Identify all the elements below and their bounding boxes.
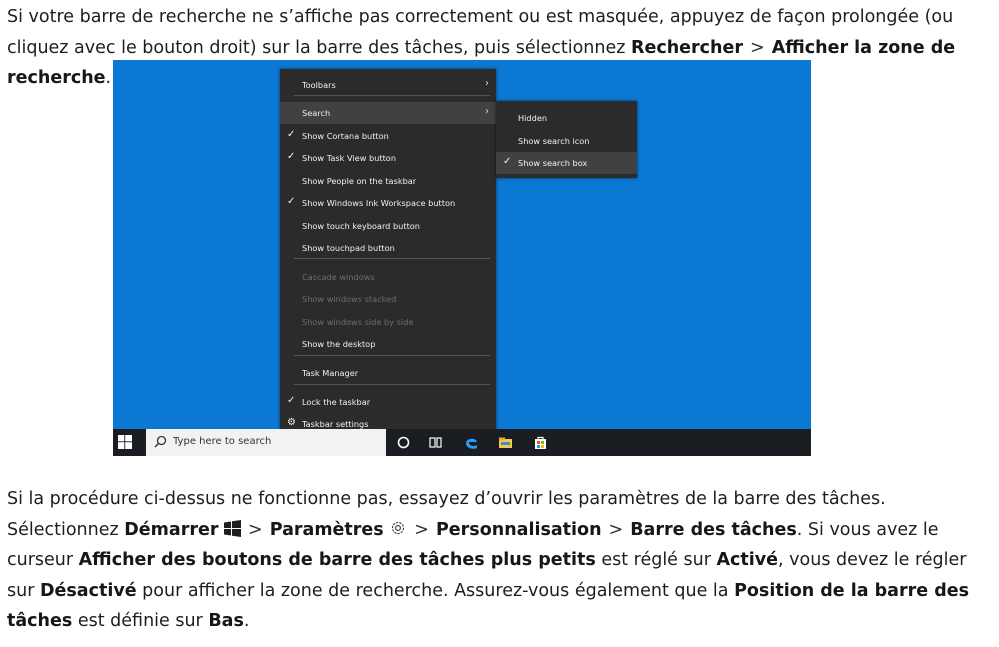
bold-off: Désactivé xyxy=(39,580,137,601)
context-menu-item-show-windows-side-by-side xyxy=(280,311,496,333)
checkmark-icon: ✓ xyxy=(287,129,296,140)
menu-divider xyxy=(294,355,490,356)
search-submenu-item-show-search-box[interactable] xyxy=(496,152,637,174)
separator: > xyxy=(248,519,263,540)
p1-end: . xyxy=(105,68,112,88)
context-menu-item-search[interactable] xyxy=(280,102,496,124)
context-menu-item-label: Toolbars xyxy=(302,80,336,90)
p1-text: Si votre barre de recherche ne s’affiche pas correctement ou est masquée, appuyez de façon prolongée (ou cliquez avec le bouton droit) sur la barre des tâches, puis sélectionnez xyxy=(7,7,954,58)
search-placeholder: Type here to search xyxy=(173,436,272,447)
context-menu-item-task-manager[interactable] xyxy=(280,362,496,384)
context-menu-item-show-touchpad-button[interactable] xyxy=(280,237,496,259)
p2-line1: Si la procédure ci-dessus ne fonctionne pas, essayez d’ouvrir les paramètres de la barre des tâches. xyxy=(7,489,886,509)
taskbar-search-box[interactable] xyxy=(146,429,386,456)
file-explorer-icon[interactable] xyxy=(498,435,513,450)
p2-text: est définie sur xyxy=(72,611,209,631)
bold-start: Démarrer xyxy=(124,519,219,540)
search-submenu-item-label: Show search box xyxy=(518,158,588,168)
context-menu-item-label: Show windows side by side xyxy=(302,317,414,327)
context-menu-item-show-the-desktop[interactable] xyxy=(280,333,496,355)
cortana-icon[interactable] xyxy=(396,435,411,450)
p1-bold-show-searchbox: Afficher la zone de recherche xyxy=(7,37,956,88)
separator: > xyxy=(608,519,624,540)
search-submenu xyxy=(496,101,637,178)
context-menu-item-label: Show windows stacked xyxy=(302,294,397,304)
context-menu-item-label: Show Windows Ink Workspace button xyxy=(302,198,456,208)
bold-small-buttons: Afficher des boutons de barre des tâches plus petits xyxy=(78,550,596,570)
bold-personalization: Personnalisation xyxy=(435,519,602,540)
bold-taskbar-position: Position de la barre des tâches xyxy=(7,580,970,631)
context-menu-item-label: Show Cortana button xyxy=(302,131,389,141)
taskbar xyxy=(113,429,811,456)
p1-separator: > xyxy=(750,37,765,58)
task-view-icon[interactable] xyxy=(428,435,443,450)
p2-text: pour afficher la zone de recherche. Assurez-vous également que la xyxy=(136,580,735,601)
context-menu-item-show-windows-stacked xyxy=(280,288,496,310)
separator: > xyxy=(414,519,429,540)
p1-bold-search: Rechercher xyxy=(631,37,744,58)
taskbar-context-menu xyxy=(280,69,496,439)
bold-settings: Paramètres xyxy=(269,519,384,540)
context-menu-item-label: Lock the taskbar xyxy=(302,397,371,407)
context-menu-item-show-task-view-button[interactable] xyxy=(280,147,496,169)
taskbar-context-menu-screenshot xyxy=(113,60,811,456)
search-submenu-item-show-search-icon[interactable] xyxy=(496,130,637,152)
store-icon[interactable] xyxy=(533,435,548,450)
menu-divider xyxy=(294,95,490,96)
p2-text: . xyxy=(243,611,250,631)
context-menu-item-label: Cascade windows xyxy=(302,272,375,282)
p2-text: , vous devez le régler sur xyxy=(7,550,967,601)
checkmark-icon: ✓ xyxy=(287,196,296,207)
checkmark-icon: ✓ xyxy=(287,151,296,162)
context-menu-item-label: Show the desktop xyxy=(302,339,376,349)
checkmark-icon: ✓ xyxy=(287,395,296,406)
context-menu-item-label: Task Manager xyxy=(302,368,359,378)
search-submenu-item-hidden[interactable] xyxy=(496,107,637,129)
context-menu-item-label: Search xyxy=(302,108,331,118)
context-menu-item-show-cortana-button[interactable] xyxy=(280,125,496,147)
menu-divider xyxy=(294,384,490,385)
context-menu-item-label: Show People on the taskbar xyxy=(302,176,417,186)
checkmark-icon: ✓ xyxy=(503,156,512,167)
search-icon xyxy=(154,435,167,448)
bold-bottom: Bas xyxy=(208,611,244,631)
chevron-right-icon: › xyxy=(485,106,489,117)
instruction-paragraph-2 xyxy=(7,484,992,637)
context-menu-item-show-touch-keyboard-button[interactable] xyxy=(280,215,496,237)
gear-icon xyxy=(389,519,407,537)
p2-text: . Si vous avez le curseur xyxy=(7,519,939,570)
context-menu-item-show-people-on-the-taskbar[interactable] xyxy=(280,170,496,192)
menu-divider xyxy=(294,258,490,259)
context-menu-item-show-windows-ink-workspace-button[interactable] xyxy=(280,192,496,214)
context-menu-item-label: Taskbar settings xyxy=(302,419,369,429)
gear-icon: ⚙ xyxy=(287,417,296,428)
p2-text: Sélectionnez xyxy=(7,519,125,540)
chevron-right-icon: › xyxy=(485,78,489,89)
context-menu-item-label: Show touch keyboard button xyxy=(302,221,420,231)
p2-text: est réglé sur xyxy=(595,550,717,570)
context-menu-item-lock-the-taskbar[interactable] xyxy=(280,391,496,413)
context-menu-item-toolbars[interactable] xyxy=(280,74,496,96)
windows-logo-icon xyxy=(224,520,241,537)
search-submenu-item-label: Show search icon xyxy=(518,136,590,146)
context-menu-item-cascade-windows xyxy=(280,266,496,288)
context-menu-item-label: Show touchpad button xyxy=(302,243,395,253)
bold-on: Activé xyxy=(716,550,779,570)
search-submenu-item-label: Hidden xyxy=(518,113,548,123)
edge-icon[interactable] xyxy=(464,435,479,450)
bold-taskbar: Barre des tâches xyxy=(630,519,797,540)
context-menu-item-label: Show Task View button xyxy=(302,153,397,163)
windows-start-icon[interactable] xyxy=(118,435,132,449)
